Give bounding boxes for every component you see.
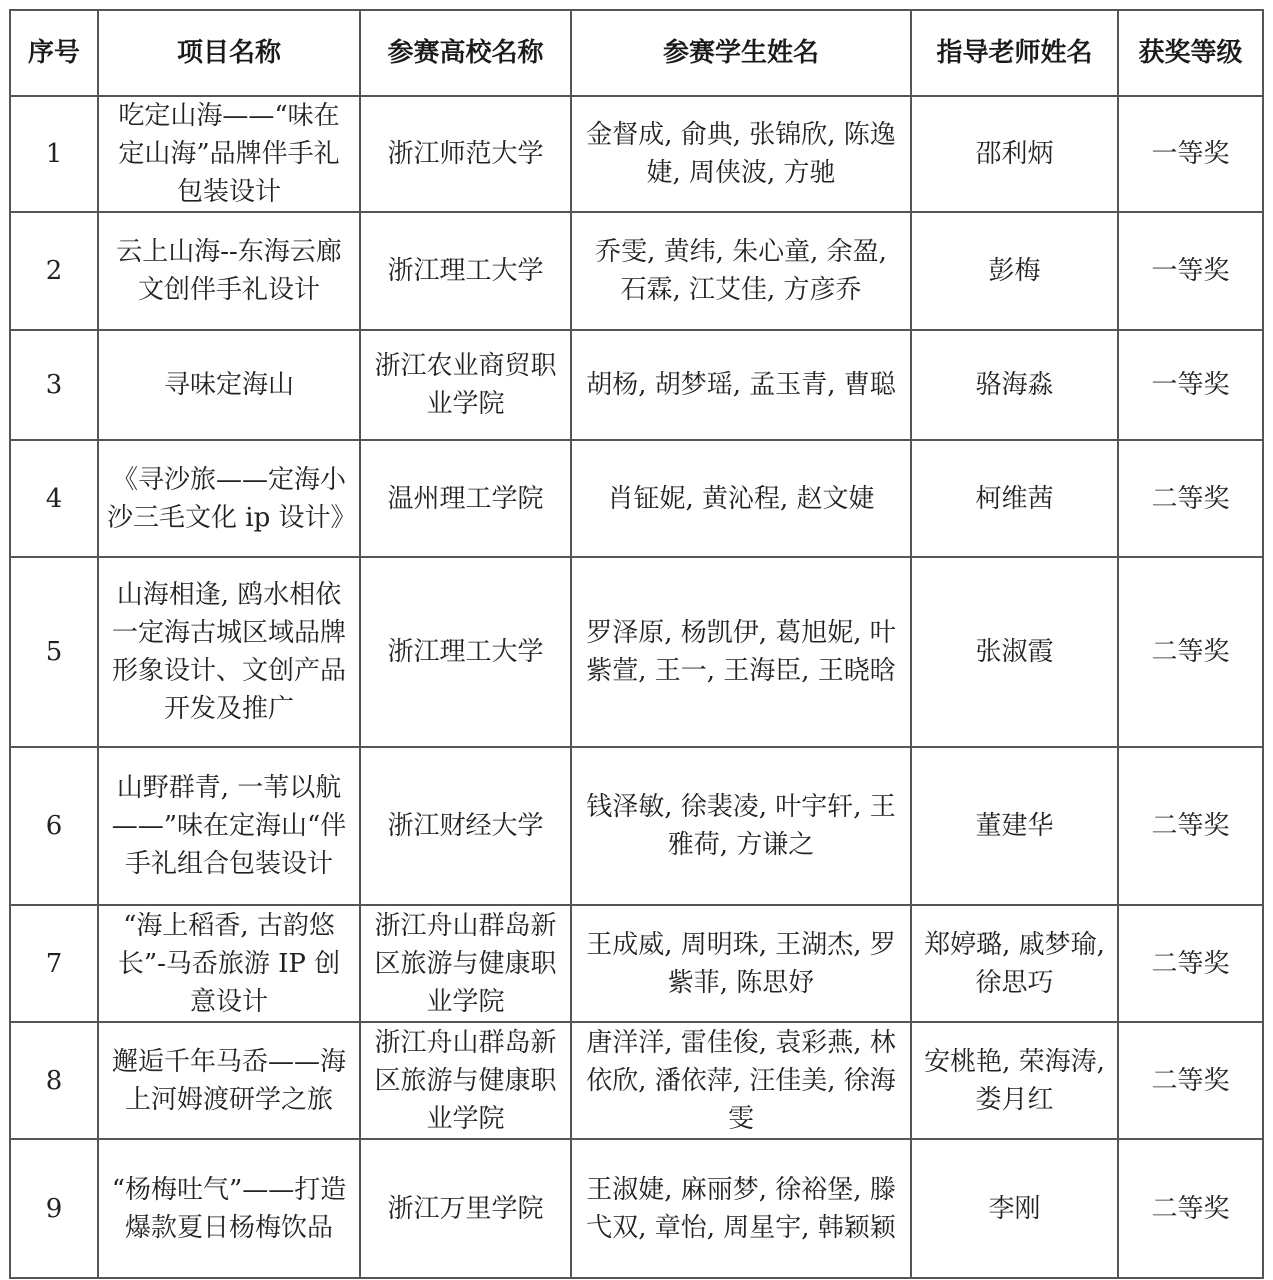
table-row	[10, 212, 1263, 330]
header-school: 参赛高校名称	[360, 10, 571, 96]
table-row	[10, 1022, 1263, 1139]
cell-school: 浙江理工大学	[360, 557, 571, 747]
cell-no: 9	[10, 1139, 98, 1278]
table-row	[10, 905, 1263, 1022]
cell-students: 王成威, 周明珠, 王湖杰, 罗紫菲, 陈思妤	[571, 905, 911, 1022]
header-teacher: 指导老师姓名	[911, 10, 1118, 96]
cell-students: 乔雯, 黄纬, 朱心童, 余盈, 石霖, 江艾佳, 方彦乔	[571, 212, 911, 330]
cell-teacher: 安桃艳, 荣海涛, 娄月红	[911, 1022, 1118, 1139]
table-row	[10, 96, 1263, 212]
cell-teacher: 彭梅	[911, 212, 1118, 330]
cell-award: 二等奖	[1118, 1139, 1263, 1278]
cell-no: 6	[10, 747, 98, 905]
cell-teacher: 柯维茜	[911, 440, 1118, 557]
cell-project: 邂逅千年马岙——海上河姆渡研学之旅	[98, 1022, 360, 1139]
cell-no: 1	[10, 96, 98, 212]
cell-project: 云上山海--东海云廊文创伴手礼设计	[98, 212, 360, 330]
cell-no: 2	[10, 212, 98, 330]
cell-award: 二等奖	[1118, 557, 1263, 747]
cell-students: 王淑婕, 麻丽梦, 徐裕堡, 滕弋双, 章怡, 周星宇, 韩颖颖	[571, 1139, 911, 1278]
header-students: 参赛学生姓名	[571, 10, 911, 96]
cell-school: 浙江舟山群岛新区旅游与健康职业学院	[360, 1022, 571, 1139]
cell-students: 金督成, 俞典, 张锦欣, 陈逸婕, 周侠波, 方驰	[571, 96, 911, 212]
cell-award: 二等奖	[1118, 1022, 1263, 1139]
cell-project: 山海相逢, 鸥水相依一定海古城区域品牌形象设计、文创产品开发及推广	[98, 557, 360, 747]
table-row	[10, 330, 1263, 440]
table-row	[10, 1139, 1263, 1278]
header-row	[10, 10, 1263, 96]
cell-school: 温州理工学院	[360, 440, 571, 557]
cell-school: 浙江财经大学	[360, 747, 571, 905]
cell-students: 唐洋洋, 雷佳俊, 袁彩燕, 林依欣, 潘依萍, 汪佳美, 徐海雯	[571, 1022, 911, 1139]
table-row	[10, 747, 1263, 905]
cell-no: 5	[10, 557, 98, 747]
awards-table	[9, 9, 1264, 1279]
cell-teacher: 骆海淼	[911, 330, 1118, 440]
cell-school: 浙江农业商贸职业学院	[360, 330, 571, 440]
cell-project: 吃定山海——“味在定山海”品牌伴手礼包装设计	[98, 96, 360, 212]
cell-school: 浙江理工大学	[360, 212, 571, 330]
cell-award: 二等奖	[1118, 747, 1263, 905]
cell-project: “杨梅吐气”——打造爆款夏日杨梅饮品	[98, 1139, 360, 1278]
cell-school: 浙江万里学院	[360, 1139, 571, 1278]
cell-award: 一等奖	[1118, 96, 1263, 212]
cell-project: 山野群青, 一苇以航——”味在定海山“伴手礼组合包装设计	[98, 747, 360, 905]
cell-no: 7	[10, 905, 98, 1022]
cell-students: 胡杨, 胡梦瑶, 孟玉青, 曹聪	[571, 330, 911, 440]
cell-students: 罗泽原, 杨凯伊, 葛旭妮, 叶紫萱, 王一, 王海臣, 王晓晗	[571, 557, 911, 747]
cell-teacher: 李刚	[911, 1139, 1118, 1278]
cell-school: 浙江师范大学	[360, 96, 571, 212]
cell-award: 二等奖	[1118, 440, 1263, 557]
cell-no: 3	[10, 330, 98, 440]
cell-no: 4	[10, 440, 98, 557]
header-no: 序号	[10, 10, 98, 96]
cell-award: 二等奖	[1118, 905, 1263, 1022]
cell-teacher: 董建华	[911, 747, 1118, 905]
cell-no: 8	[10, 1022, 98, 1139]
cell-school: 浙江舟山群岛新区旅游与健康职业学院	[360, 905, 571, 1022]
cell-teacher: 张淑霞	[911, 557, 1118, 747]
cell-teacher: 邵利炳	[911, 96, 1118, 212]
header-award: 获奖等级	[1118, 10, 1263, 96]
header-project: 项目名称	[98, 10, 360, 96]
cell-project: “海上稻香, 古韵悠长”-马岙旅游 IP 创意设计	[98, 905, 360, 1022]
cell-teacher: 郑婷璐, 戚梦瑜, 徐思巧	[911, 905, 1118, 1022]
cell-students: 肖钲妮, 黄沁程, 赵文婕	[571, 440, 911, 557]
cell-project: 《寻沙旅——定海小沙三毛文化 ip 设计》	[98, 440, 360, 557]
cell-award: 一等奖	[1118, 330, 1263, 440]
cell-students: 钱泽敏, 徐裴凌, 叶宇轩, 王雅荷, 方谦之	[571, 747, 911, 905]
cell-project: 寻味定海山	[98, 330, 360, 440]
table-row	[10, 557, 1263, 747]
cell-award: 一等奖	[1118, 212, 1263, 330]
table-row	[10, 440, 1263, 557]
